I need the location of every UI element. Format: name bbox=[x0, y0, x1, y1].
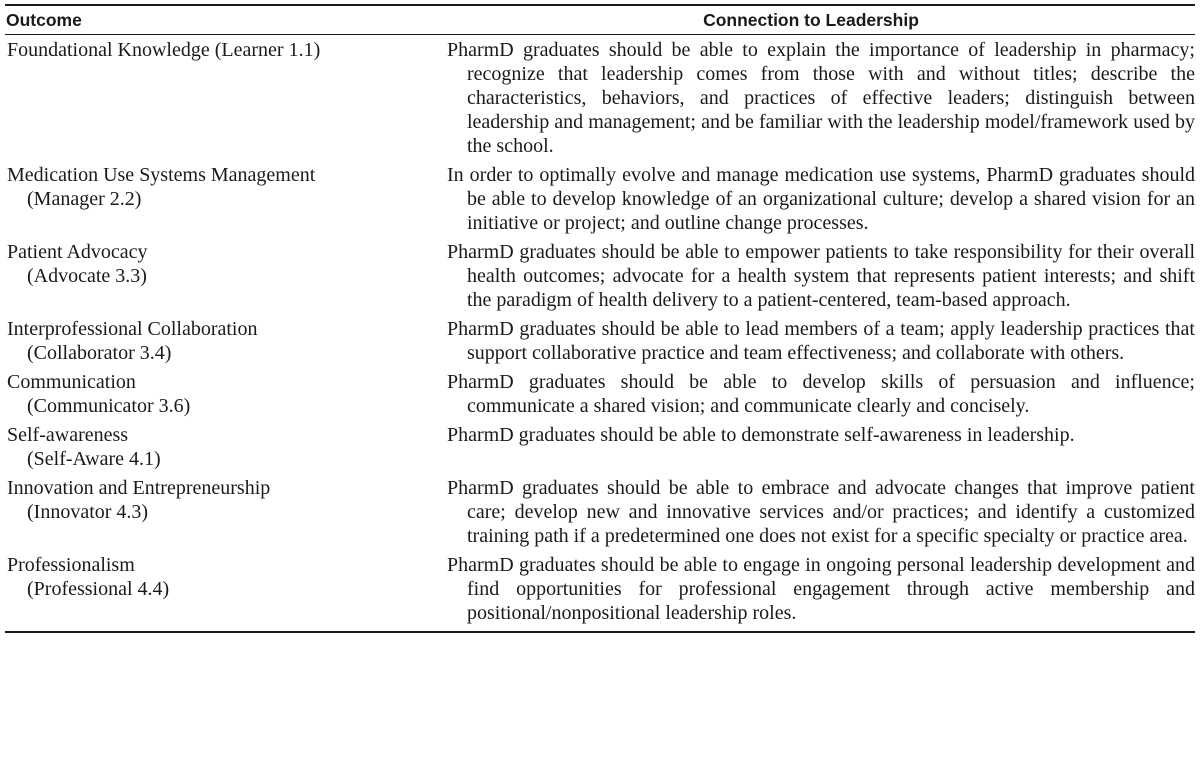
outcome-cell bbox=[5, 553, 427, 631]
outcome-name: Professionalism bbox=[7, 554, 135, 576]
header-outcome: Outcome bbox=[5, 6, 427, 35]
table-body bbox=[5, 35, 1195, 632]
connection-text: PharmD graduates should be able to develop skills of persuasion and influence; communicate a shared vision; and communicate clearly and concisely. bbox=[447, 371, 1195, 417]
outcome-cell bbox=[5, 370, 427, 423]
table-row bbox=[5, 553, 1195, 631]
table-header bbox=[5, 6, 1195, 35]
outcome-cell bbox=[5, 240, 427, 317]
table-row bbox=[5, 163, 1195, 240]
table-row bbox=[5, 240, 1195, 317]
outcome-cell bbox=[5, 476, 427, 553]
outcome-cell bbox=[5, 423, 427, 476]
outcomes-table bbox=[5, 4, 1195, 633]
connection-cell bbox=[427, 163, 1195, 240]
outcome-cell bbox=[5, 163, 427, 240]
table-row bbox=[5, 317, 1195, 370]
table-row bbox=[5, 476, 1195, 553]
outcome-name: Medication Use Systems Management bbox=[7, 164, 316, 186]
outcome-name: Self-awareness bbox=[7, 424, 129, 446]
outcome-name: Interprofessional Collaboration bbox=[7, 318, 258, 340]
outcome-code: (Self-Aware 4.1) bbox=[27, 448, 161, 470]
outcome-name: Foundational Knowledge (Learner 1.1) bbox=[7, 39, 321, 61]
connection-cell bbox=[427, 370, 1195, 423]
outcome-cell bbox=[5, 35, 427, 164]
outcome-code: (Innovator 4.3) bbox=[27, 501, 149, 523]
connection-text: PharmD graduates should be able to empower patients to take responsibility for their overall health outcomes; advocate for a health system that represents patient interests; and shift the paradigm of health delivery to a patient-centered, team-based approach. bbox=[447, 241, 1195, 311]
connection-cell bbox=[427, 476, 1195, 553]
connection-text: PharmD graduates should be able to engage in ongoing personal leadership development and find opportunities for professional engagement through active membership and positional/nonpositional leadership roles. bbox=[447, 554, 1195, 624]
outcomes-leadership-table bbox=[5, 6, 1195, 631]
outcome-code: (Professional 4.4) bbox=[27, 578, 170, 600]
table-row bbox=[5, 370, 1195, 423]
connection-cell bbox=[427, 317, 1195, 370]
connection-text: PharmD graduates should be able to lead members of a team; apply leadership practices that support collaborative practice and team effectiveness; and collaborate with others. bbox=[447, 318, 1195, 364]
connection-cell bbox=[427, 35, 1195, 164]
outcome-code: (Advocate 3.3) bbox=[27, 265, 147, 287]
table-row bbox=[5, 35, 1195, 164]
connection-text: In order to optimally evolve and manage medication use systems, PharmD graduates should be able to develop knowledge of an organizational culture; develop a shared vision for an initiative or project; and outline change processes. bbox=[447, 164, 1195, 234]
outcome-code: (Collaborator 3.4) bbox=[27, 342, 172, 364]
table-row bbox=[5, 423, 1195, 476]
connection-text: PharmD graduates should be able to demonstrate self-awareness in leadership. bbox=[447, 424, 1075, 446]
connection-cell bbox=[427, 553, 1195, 631]
outcome-code: (Communicator 3.6) bbox=[27, 395, 191, 417]
connection-text: PharmD graduates should be able to explain the importance of leadership in pharmacy; recognize that leadership comes from those with and without titles; describe the characteristics, behaviors, and practices of effective leaders; distinguish between leadership and management; and be familiar with the leadership model/framework used by the school. bbox=[447, 39, 1195, 157]
outcome-name: Patient Advocacy bbox=[7, 241, 148, 263]
connection-text: PharmD graduates should be able to embrace and advocate changes that improve patient care; develop new and innovative services and/or practices; and identify a customized training path if a predetermined one does not exist for a specific specialty or practice area. bbox=[447, 477, 1195, 547]
connection-cell bbox=[427, 423, 1195, 476]
outcome-name: Communication bbox=[7, 371, 136, 393]
header-row bbox=[5, 6, 1195, 35]
outcome-cell bbox=[5, 317, 427, 370]
connection-cell bbox=[427, 240, 1195, 317]
outcome-name: Innovation and Entrepreneurship bbox=[7, 477, 271, 499]
outcome-code: (Manager 2.2) bbox=[27, 188, 142, 210]
header-connection: Connection to Leadership bbox=[427, 6, 1195, 35]
